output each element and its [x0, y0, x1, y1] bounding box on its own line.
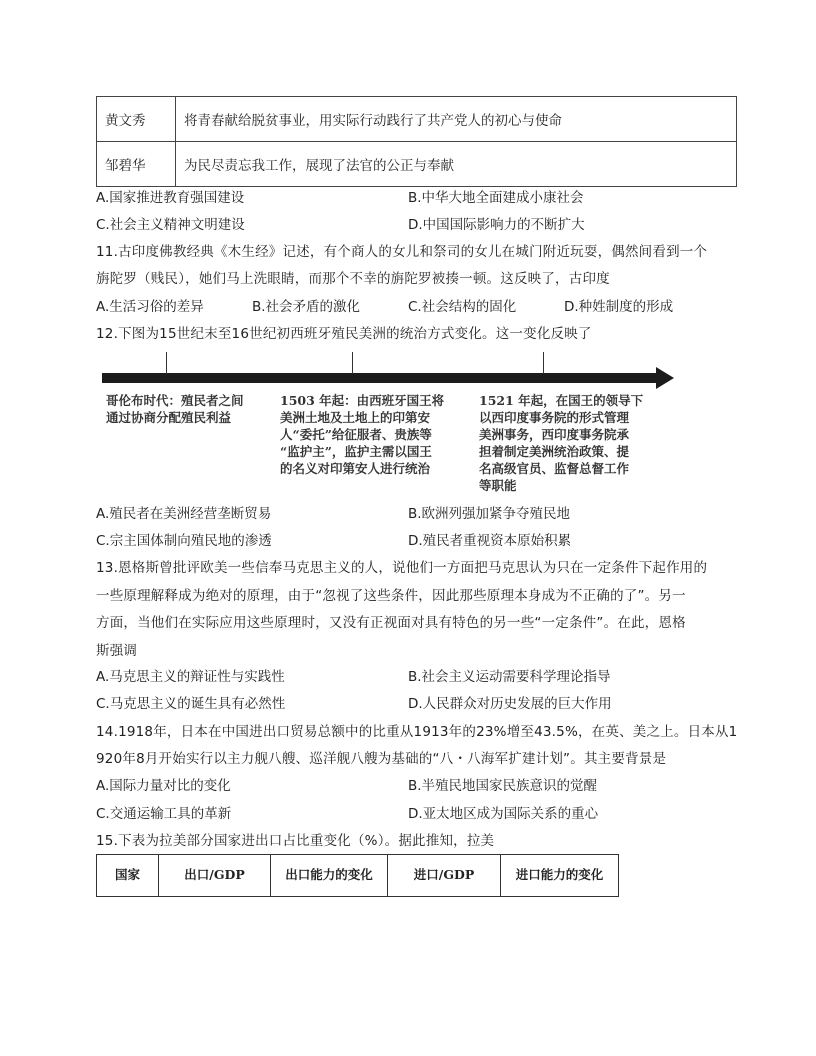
model-figures-table [96, 96, 737, 187]
q10-option-b: B.中华大地全面建成小康社会 [408, 190, 584, 206]
timeline-text-line: 担着制定美洲统治政策、提 [479, 444, 630, 459]
q13-option-d: D.人民群众对历史发展的巨大作用 [408, 696, 612, 712]
q14-option-c: C.交通运输工具的革新 [96, 806, 232, 822]
q12-option-c: C.宗主国体制向殖民地的渗透 [96, 533, 272, 549]
q13-stem-line: 13.恩格斯曾批评欧美一些信奉马克思主义的人，说他们一方面把马克思认为只在一定条件下起作用的 [96, 560, 708, 576]
q11-stem-line: 旃陀罗（贱民），她们马上洗眼睛，而那个不幸的旃陀罗被揍一顿。这反映了，古印度 [96, 271, 610, 287]
table-row [97, 142, 737, 187]
q12-stem-line: 12.下图为15世纪末至16世纪初西班牙殖民美洲的统治方式变化。这一变化反映了 [96, 326, 592, 342]
latin-america-trade-table [96, 854, 619, 897]
table-header-cell: 进口/GDP [388, 855, 501, 897]
q11-option-a: A.生活习俗的差异 [96, 299, 204, 315]
timeline-text-line: 美洲土地及土地上的印第安 [280, 410, 431, 425]
q13-option-a: A.马克思主义的辩证性与实践性 [96, 669, 285, 685]
timeline-text-line: 以西印度事务院的形式管理 [479, 410, 630, 425]
timeline-text-line: 的名义对印第安人进行统治 [280, 461, 431, 476]
timeline-text-line: 1521 年起，在国王的领导下 [479, 393, 644, 408]
timeline-arrow-shaft [102, 373, 662, 383]
timeline-stage-3 [479, 392, 643, 494]
q14-stem-line: 920年8月开始实行以主力舰八艘、巡洋舰八艘为基础的“八・八海军扩建计划”。其主要背景是 [96, 751, 667, 767]
timeline-text-line: 通过协商分配殖民利益 [106, 410, 232, 425]
q14-option-a: A.国际力量对比的变化 [96, 778, 231, 794]
timeline-tick [543, 352, 544, 374]
table-cell-desc: 为民尽责忘我工作，展现了法官的公正与奉献 [176, 142, 737, 187]
timeline-stage-1 [106, 392, 244, 426]
table-header-cell: 出口能力的变化 [271, 855, 388, 897]
timeline-text-line: 名高级官员、监督总督工作 [479, 461, 630, 476]
table-header-row [97, 855, 619, 897]
table-cell-name: 黄文秀 [97, 97, 176, 142]
timeline-figure [96, 340, 696, 500]
q11-stem-line: 11.古印度佛教经典《木生经》记述，有个商人的女儿和祭司的女儿在城门附近玩耍，偶然间看到一个 [96, 244, 708, 260]
timeline-text-line: “监护主”，监护主需以国王 [280, 444, 432, 459]
timeline-arrow-head [656, 367, 674, 389]
q14-stem-line: 14.1918年，日本在中国进出口贸易总额中的比重从1913年的23%增至43.5%，在英、美之上。日本从1 [96, 724, 738, 740]
timeline-tick [352, 352, 353, 374]
table-cell-name: 邹碧华 [97, 142, 176, 187]
q11-option-b: B.社会矛盾的激化 [252, 299, 361, 315]
table-header-cell: 进口能力的变化 [501, 855, 619, 897]
timeline-text-line: 人“委托”给征服者、贵族等 [280, 427, 432, 442]
q13-option-c: C.马克思主义的诞生具有必然性 [96, 696, 286, 712]
q10-option-a: A.国家推进教育强国建设 [96, 190, 245, 206]
q14-option-b: B.半殖民地国家民族意识的觉醒 [408, 778, 598, 794]
timeline-text-line: 等职能 [479, 478, 517, 493]
q11-option-d: D.种姓制度的形成 [564, 299, 674, 315]
q13-stem-line: 一些原理解释成为绝对的原理，由于“忽视了这些条件，因此那些原理本身成为不正确的了”。另一 [96, 588, 686, 604]
timeline-text-line: 美洲事务，西印度事务院承 [479, 427, 630, 442]
q13-stem-line: 方面，当他们在实际应用这些原理时，又没有正视面对具有特色的另一些“一定条件”。在此，恩格 [96, 615, 686, 631]
timeline-text-line: 1503 年起：由西班牙国王将 [280, 393, 445, 408]
q10-option-c: C.社会主义精神文明建设 [96, 217, 245, 233]
timeline-text-line: 哥伦布时代：殖民者之间 [106, 393, 244, 408]
q12-option-d: D.殖民者重视资本原始积累 [408, 533, 572, 549]
q13-option-b: B.社会主义运动需要科学理论指导 [408, 669, 611, 685]
q14-option-d: D.亚太地区成为国际关系的重心 [408, 806, 599, 822]
q11-option-c: C.社会结构的固化 [408, 299, 517, 315]
table-row [97, 97, 737, 142]
timeline-stage-2 [280, 392, 444, 477]
q15-stem-line: 15.下表为拉美部分国家进出口占比重变化（%）。据此推知，拉美 [96, 833, 495, 849]
q12-option-a: A.殖民者在美洲经营垄断贸易 [96, 506, 272, 522]
q12-option-b: B.欧洲列强加紧争夺殖民地 [408, 506, 571, 522]
timeline-tick [166, 352, 167, 374]
table-header-cell: 国家 [97, 855, 159, 897]
table-header-cell: 出口/GDP [159, 855, 271, 897]
q10-option-d: D.中国国际影响力的不断扩大 [408, 217, 585, 233]
q13-stem-line: 斯强调 [96, 643, 138, 659]
table-cell-desc: 将青春献给脱贫事业，用实际行动践行了共产党人的初心与使命 [176, 97, 737, 142]
